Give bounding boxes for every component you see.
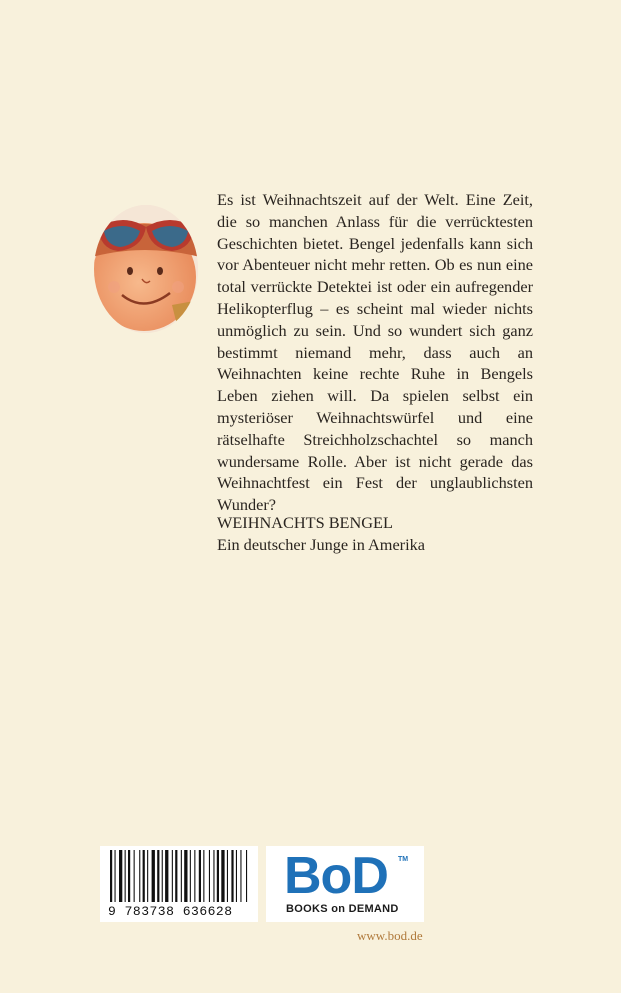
publisher-url[interactable]: www.bod.de	[357, 928, 423, 943]
publisher-tagline: BOOKS on DEMAND	[286, 903, 399, 915]
series-subtitle: Ein deutscher Junge in Amerika	[217, 535, 425, 554]
publisher-logo	[266, 846, 424, 922]
cartoon-boy-face-icon	[94, 205, 198, 333]
series-title: WEIHNACHTS BENGEL	[217, 513, 393, 532]
trademark-mark: TM	[398, 856, 409, 863]
isbn-barcode	[100, 846, 258, 922]
isbn-number: 9 783738 636628	[108, 904, 233, 919]
series-block	[217, 512, 425, 556]
bod-logo-text: BoD	[284, 847, 388, 905]
character-portrait	[94, 205, 198, 333]
back-cover-blurb: Es ist Weihnachtszeit auf der Welt. Eine Zeit, die so manchen Anlass für die verrücktesten Geschichten bietet. Bengel jedenfalls kann sich vor Abenteuer nicht mehr retten. Ob es nun eine total verrückte Detektei ist oder ein aufregender Helikopterflug – es scheint mal wieder nichts unmöglich zu sein. Und so wundert sich ganz bestimmt niemand mehr, dass auch an Weihnachten keine rechte Ruhe in Bengels Leben ziehen will. Da spielen selbst ein mysteriöser Weihnachtswürfel und eine rätselhafte Streichholzschachtel so manch wundersame Rolle. Aber ist nicht gerade das Weihnachtfest ein Fest der unglaublichsten Wunder?	[217, 190, 533, 515]
